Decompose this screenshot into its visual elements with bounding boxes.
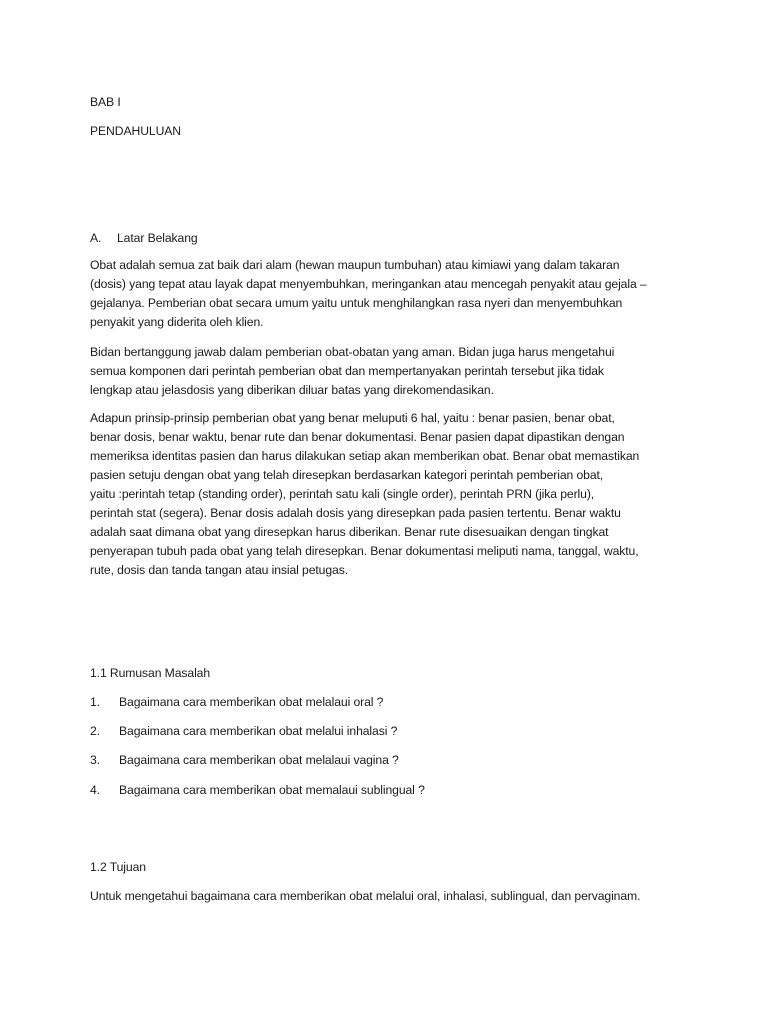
section-number: A. [90, 231, 102, 245]
list-item [90, 751, 690, 770]
list-item-text: Bagaimana cara memberikan obat melalaui vagina ? [119, 753, 399, 767]
list-item [90, 781, 690, 800]
paragraph-line: yaitu :perintah tetap (standing order), perintah satu kali (single order), perintah PRN (jika perlu), [90, 487, 595, 501]
paragraph-tujuan: Untuk mengetahui bagaimana cara memberikan obat melalui oral, inhalasi, sublingual, dan pervaginam. [90, 889, 641, 903]
paragraph-line: adalah saat dimana obat yang diresepkan harus diberikan. Benar rute disesuaikan dengan tingkat [90, 525, 609, 539]
list-item-text: Bagaimana cara memberikan obat melalaui oral ? [119, 695, 384, 709]
list-item-number: 2. [90, 724, 100, 738]
paragraph-obat-definition [90, 256, 690, 332]
paragraph-line: Bidan bertanggung jawab dalam pemberian obat-obatan yang aman. Bidan juga harus mengetahui [90, 345, 615, 359]
paragraph-line: rute, dosis dan tanda tangan atau insial petugas. [90, 563, 349, 577]
paragraph-line: penyerapan tubuh pada obat yang telah diresepkan. Benar dokumentasi meliputi nama, tanggal, waktu, [90, 544, 639, 558]
paragraph-line: Obat adalah semua zat baik dari alam (hewan maupun tumbuhan) atau kimiawi yang dalam takaran [90, 258, 620, 272]
list-item-text: Bagaimana cara memberikan obat memalaui sublingual ? [119, 783, 425, 797]
list-item-text: Bagaimana cara memberikan obat melalui inhalasi ? [119, 724, 398, 738]
paragraph-line: benar dosis, benar waktu, benar rute dan benar dokumentasi. Benar pasien dapat dipastikan dengan [90, 430, 625, 444]
section-heading-tujuan: 1.2 Tujuan [90, 860, 146, 874]
chapter-title: PENDAHULUAN [90, 124, 182, 138]
paragraph-line: (dosis) yang tepat atau layak dapat menyembuhkan, meringankan atau mencegah penyakit atau gejala – [90, 277, 647, 291]
paragraph-line: memeriksa identitas pasien dan harus dilakukan setiap akan memberikan obat. Benar obat memastikan [90, 449, 640, 463]
section-heading-rumusan-masalah: 1.1 Rumusan Masalah [90, 666, 211, 680]
list-item-number: 4. [90, 783, 100, 797]
paragraph-line: penyakit yang diderita oleh klien. [90, 315, 264, 329]
section-heading-latar-belakang [90, 229, 690, 248]
list-item-number: 3. [90, 753, 100, 767]
paragraph-line: Adapun prinsip-prinsip pemberian obat yang benar meluputi 6 hal, yaitu : benar pasien, benar obat, [90, 411, 615, 425]
chapter-label: BAB I [90, 95, 121, 109]
paragraph-prinsip-pemberian-obat [90, 409, 690, 580]
paragraph-bidan-responsibility [90, 343, 690, 400]
paragraph-line: semua komponen dari perintah pemberian obat dan mempertanyakan perintah tersebut jika tidak [90, 364, 604, 378]
paragraph-line: pasien setuju dengan obat yang telah diresepkan berdasarkan kategori perintah pemberian obat, [90, 468, 604, 482]
section-title: Latar Belakang [117, 231, 198, 245]
paragraph-line: perintah stat (segera). Benar dosis adalah dosis yang diresepkan pada pasien tertentu. Benar waktu [90, 506, 621, 520]
list-item [90, 693, 690, 712]
list-item-number: 1. [90, 695, 100, 709]
paragraph-line: lengkap atau jelasdosis yang diberikan diluar batas yang direkomendasikan. [90, 383, 494, 397]
list-item [90, 722, 690, 741]
paragraph-line: gejalanya. Pemberian obat secara umum yaitu untuk menghilangkan rasa nyeri dan menyembuhkan [90, 296, 623, 310]
